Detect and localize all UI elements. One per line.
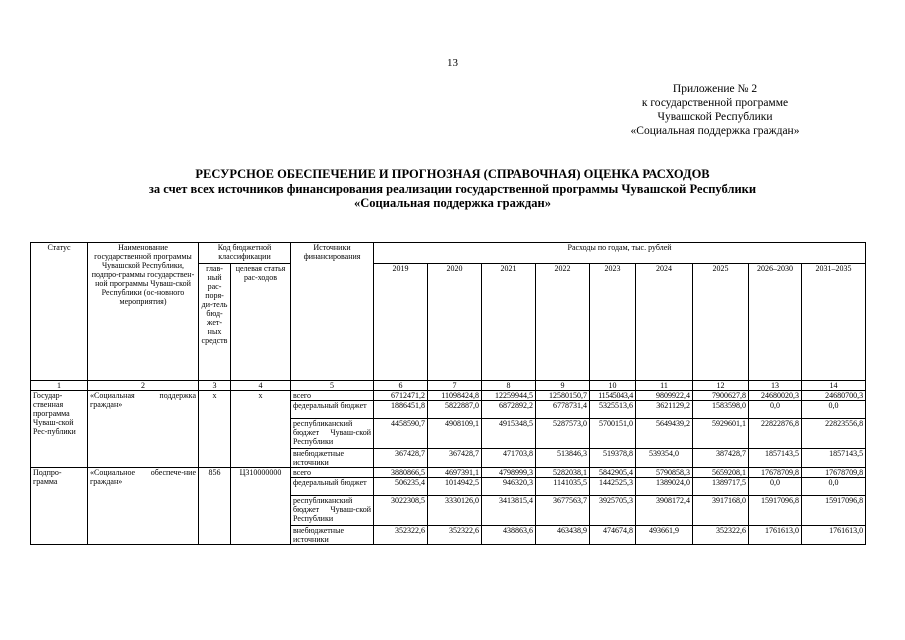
value-cell: 352322,6: [428, 526, 482, 545]
status-cell: Подпро-грамма: [31, 468, 88, 545]
col-number: 6: [374, 381, 428, 391]
value-cell: 493661,9: [636, 526, 693, 545]
header-year: 2026–2030: [749, 264, 802, 381]
value-cell: 1857143,5: [749, 449, 802, 468]
title-line: за счет всех источников финансирования реализации государственной программы Чувашской Республики: [148, 181, 757, 196]
value-cell: 352322,6: [374, 526, 428, 545]
value-cell: 3621129,2: [636, 401, 693, 419]
value-cell: 15917096,8: [802, 496, 866, 526]
value-cell: 22822876,8: [749, 419, 802, 449]
table-row: [31, 391, 866, 401]
value-cell: 438863,6: [482, 526, 536, 545]
target-article-cell: x: [231, 391, 291, 468]
title-line: «Социальная поддержка граждан»: [354, 196, 551, 210]
col-number: 2: [88, 381, 199, 391]
value-cell: 5929601,1: [693, 419, 749, 449]
col-number: 14: [802, 381, 866, 391]
value-cell: 15917096,8: [749, 496, 802, 526]
col-number: 3: [199, 381, 231, 391]
header-name: Наименование государственной программы Чувашской Республики, подпро-граммы государствен-ной программы Чуваш-ской Республики (ос-новного мероприятия): [88, 243, 199, 381]
value-cell: 6712471,2: [374, 391, 428, 401]
col-number: 5: [291, 381, 374, 391]
value-cell: 1857143,5: [802, 449, 866, 468]
appendix-line: «Социальная поддержка граждан»: [630, 125, 800, 137]
value-cell: 4915348,5: [482, 419, 536, 449]
value-cell: 4458590,7: [374, 419, 428, 449]
manager-cell: 856: [199, 468, 231, 545]
document-title: [0, 167, 905, 211]
value-cell: 506235,4: [374, 478, 428, 496]
value-cell: 3917168,0: [693, 496, 749, 526]
value-cell: 5325513,6: [590, 401, 636, 419]
value-cell: 12259944,5: [482, 391, 536, 401]
value-cell: 367428,7: [374, 449, 428, 468]
value-cell: 3413815,4: [482, 496, 536, 526]
header-year: 2025: [693, 264, 749, 381]
target-article-cell: Ц310000000: [231, 468, 291, 545]
header-target-article: целевая статья рас-ходов: [231, 264, 291, 381]
col-number: 10: [590, 381, 636, 391]
value-cell: 946320,3: [482, 478, 536, 496]
value-cell: 24680020,3: [749, 391, 802, 401]
col-number: 4: [231, 381, 291, 391]
value-cell: 1014942,5: [428, 478, 482, 496]
value-cell: 4908109,1: [428, 419, 482, 449]
appendix-line: Чувашской Республики: [657, 111, 773, 123]
header-year: 2023: [590, 264, 636, 381]
value-cell: 3908172,4: [636, 496, 693, 526]
value-cell: 0,0: [749, 401, 802, 419]
column-number-row: [31, 381, 866, 391]
source-cell: внебюджетные источники: [291, 526, 374, 545]
source-cell: федеральный бюджет: [291, 401, 374, 419]
source-cell: всего: [291, 391, 374, 401]
col-number: 12: [693, 381, 749, 391]
value-cell: 7900627,8: [693, 391, 749, 401]
value-cell: 1442525,3: [590, 478, 636, 496]
appendix-note: [585, 82, 845, 138]
col-number: 7: [428, 381, 482, 391]
value-cell: 352322,6: [693, 526, 749, 545]
col-number: 13: [749, 381, 802, 391]
value-cell: 5659208,1: [693, 468, 749, 478]
value-cell: 5649439,2: [636, 419, 693, 449]
value-cell: 11545043,4: [590, 391, 636, 401]
value-cell: 5842905,4: [590, 468, 636, 478]
source-cell: республиканский бюджет Чуваш-ской Республики: [291, 419, 374, 449]
value-cell: 5282038,1: [536, 468, 590, 478]
value-cell: 4798999,3: [482, 468, 536, 478]
source-cell: внебюджетные источники: [291, 449, 374, 468]
value-cell: 3330126,0: [428, 496, 482, 526]
page-number: 13: [447, 57, 458, 69]
value-cell: 12580150,7: [536, 391, 590, 401]
value-cell: 0,0: [802, 401, 866, 419]
header-year: 2019: [374, 264, 428, 381]
value-cell: 17678709,8: [802, 468, 866, 478]
value-cell: 474674,8: [590, 526, 636, 545]
value-cell: 3677563,7: [536, 496, 590, 526]
program-name-cell: «Социальное обеспече-ние граждан»: [88, 468, 199, 545]
value-cell: 513846,3: [536, 449, 590, 468]
program-name-cell: «Социальная поддержка граждан»: [88, 391, 199, 468]
value-cell: 0,0: [802, 478, 866, 496]
value-cell: 1389717,5: [693, 478, 749, 496]
value-cell: 22823556,8: [802, 419, 866, 449]
value-cell: 539354,0: [636, 449, 693, 468]
appendix-line: к государственной программе: [641, 97, 789, 109]
manager-cell: x: [199, 391, 231, 468]
value-cell: 1583598,0: [693, 401, 749, 419]
status-cell: Государ-ственная программа Чуваш-ской Рес-публики: [31, 391, 88, 468]
header-year: 2022: [536, 264, 590, 381]
value-cell: 4697391,1: [428, 468, 482, 478]
col-number: 9: [536, 381, 590, 391]
col-number: 1: [31, 381, 88, 391]
value-cell: 5790858,3: [636, 468, 693, 478]
value-cell: 471703,8: [482, 449, 536, 468]
header-expenses: Расходы по годам, тыс. рублей: [374, 243, 866, 264]
header-status: Статус: [31, 243, 88, 381]
source-cell: всего: [291, 468, 374, 478]
value-cell: 1761613,0: [749, 526, 802, 545]
value-cell: 1886451,8: [374, 401, 428, 419]
value-cell: 1761613,0: [802, 526, 866, 545]
value-cell: 9809922,4: [636, 391, 693, 401]
header-year: 2020: [428, 264, 482, 381]
value-cell: 6778731,4: [536, 401, 590, 419]
value-cell: 387428,7: [693, 449, 749, 468]
value-cell: 17678709,8: [749, 468, 802, 478]
col-number: 11: [636, 381, 693, 391]
value-cell: 1141035,5: [536, 478, 590, 496]
source-cell: республиканский бюджет Чуваш-ской Республики: [291, 496, 374, 526]
value-cell: 1389024,0: [636, 478, 693, 496]
header-year: 2024: [636, 264, 693, 381]
value-cell: 0,0: [749, 478, 802, 496]
value-cell: 367428,7: [428, 449, 482, 468]
header-year: 2021: [482, 264, 536, 381]
header-sources: Источники финансирования: [291, 243, 374, 381]
value-cell: 5700151,0: [590, 419, 636, 449]
value-cell: 3925705,3: [590, 496, 636, 526]
resource-table: [30, 242, 866, 545]
table-row: [31, 468, 866, 478]
header-budget-code: Код бюджетной классификации: [199, 243, 291, 264]
value-cell: 519378,8: [590, 449, 636, 468]
value-cell: 5822887,0: [428, 401, 482, 419]
value-cell: 463438,9: [536, 526, 590, 545]
header-main-manager: глав-ный рас-поря-ди-тель бюд-жет-ных средств: [199, 264, 231, 381]
value-cell: 5287573,0: [536, 419, 590, 449]
header-year: 2031–2035: [802, 264, 866, 381]
title-line: РЕСУРСНОЕ ОБЕСПЕЧЕНИЕ И ПРОГНОЗНАЯ (СПРАВОЧНАЯ) ОЦЕНКА РАСХОДОВ: [195, 167, 710, 181]
value-cell: 3022308,5: [374, 496, 428, 526]
value-cell: 6872892,2: [482, 401, 536, 419]
value-cell: 11098424,8: [428, 391, 482, 401]
col-number: 8: [482, 381, 536, 391]
source-cell: федеральный бюджет: [291, 478, 374, 496]
appendix-line: Приложение № 2: [672, 83, 758, 95]
value-cell: 24680700,3: [802, 391, 866, 401]
value-cell: 3880866,5: [374, 468, 428, 478]
